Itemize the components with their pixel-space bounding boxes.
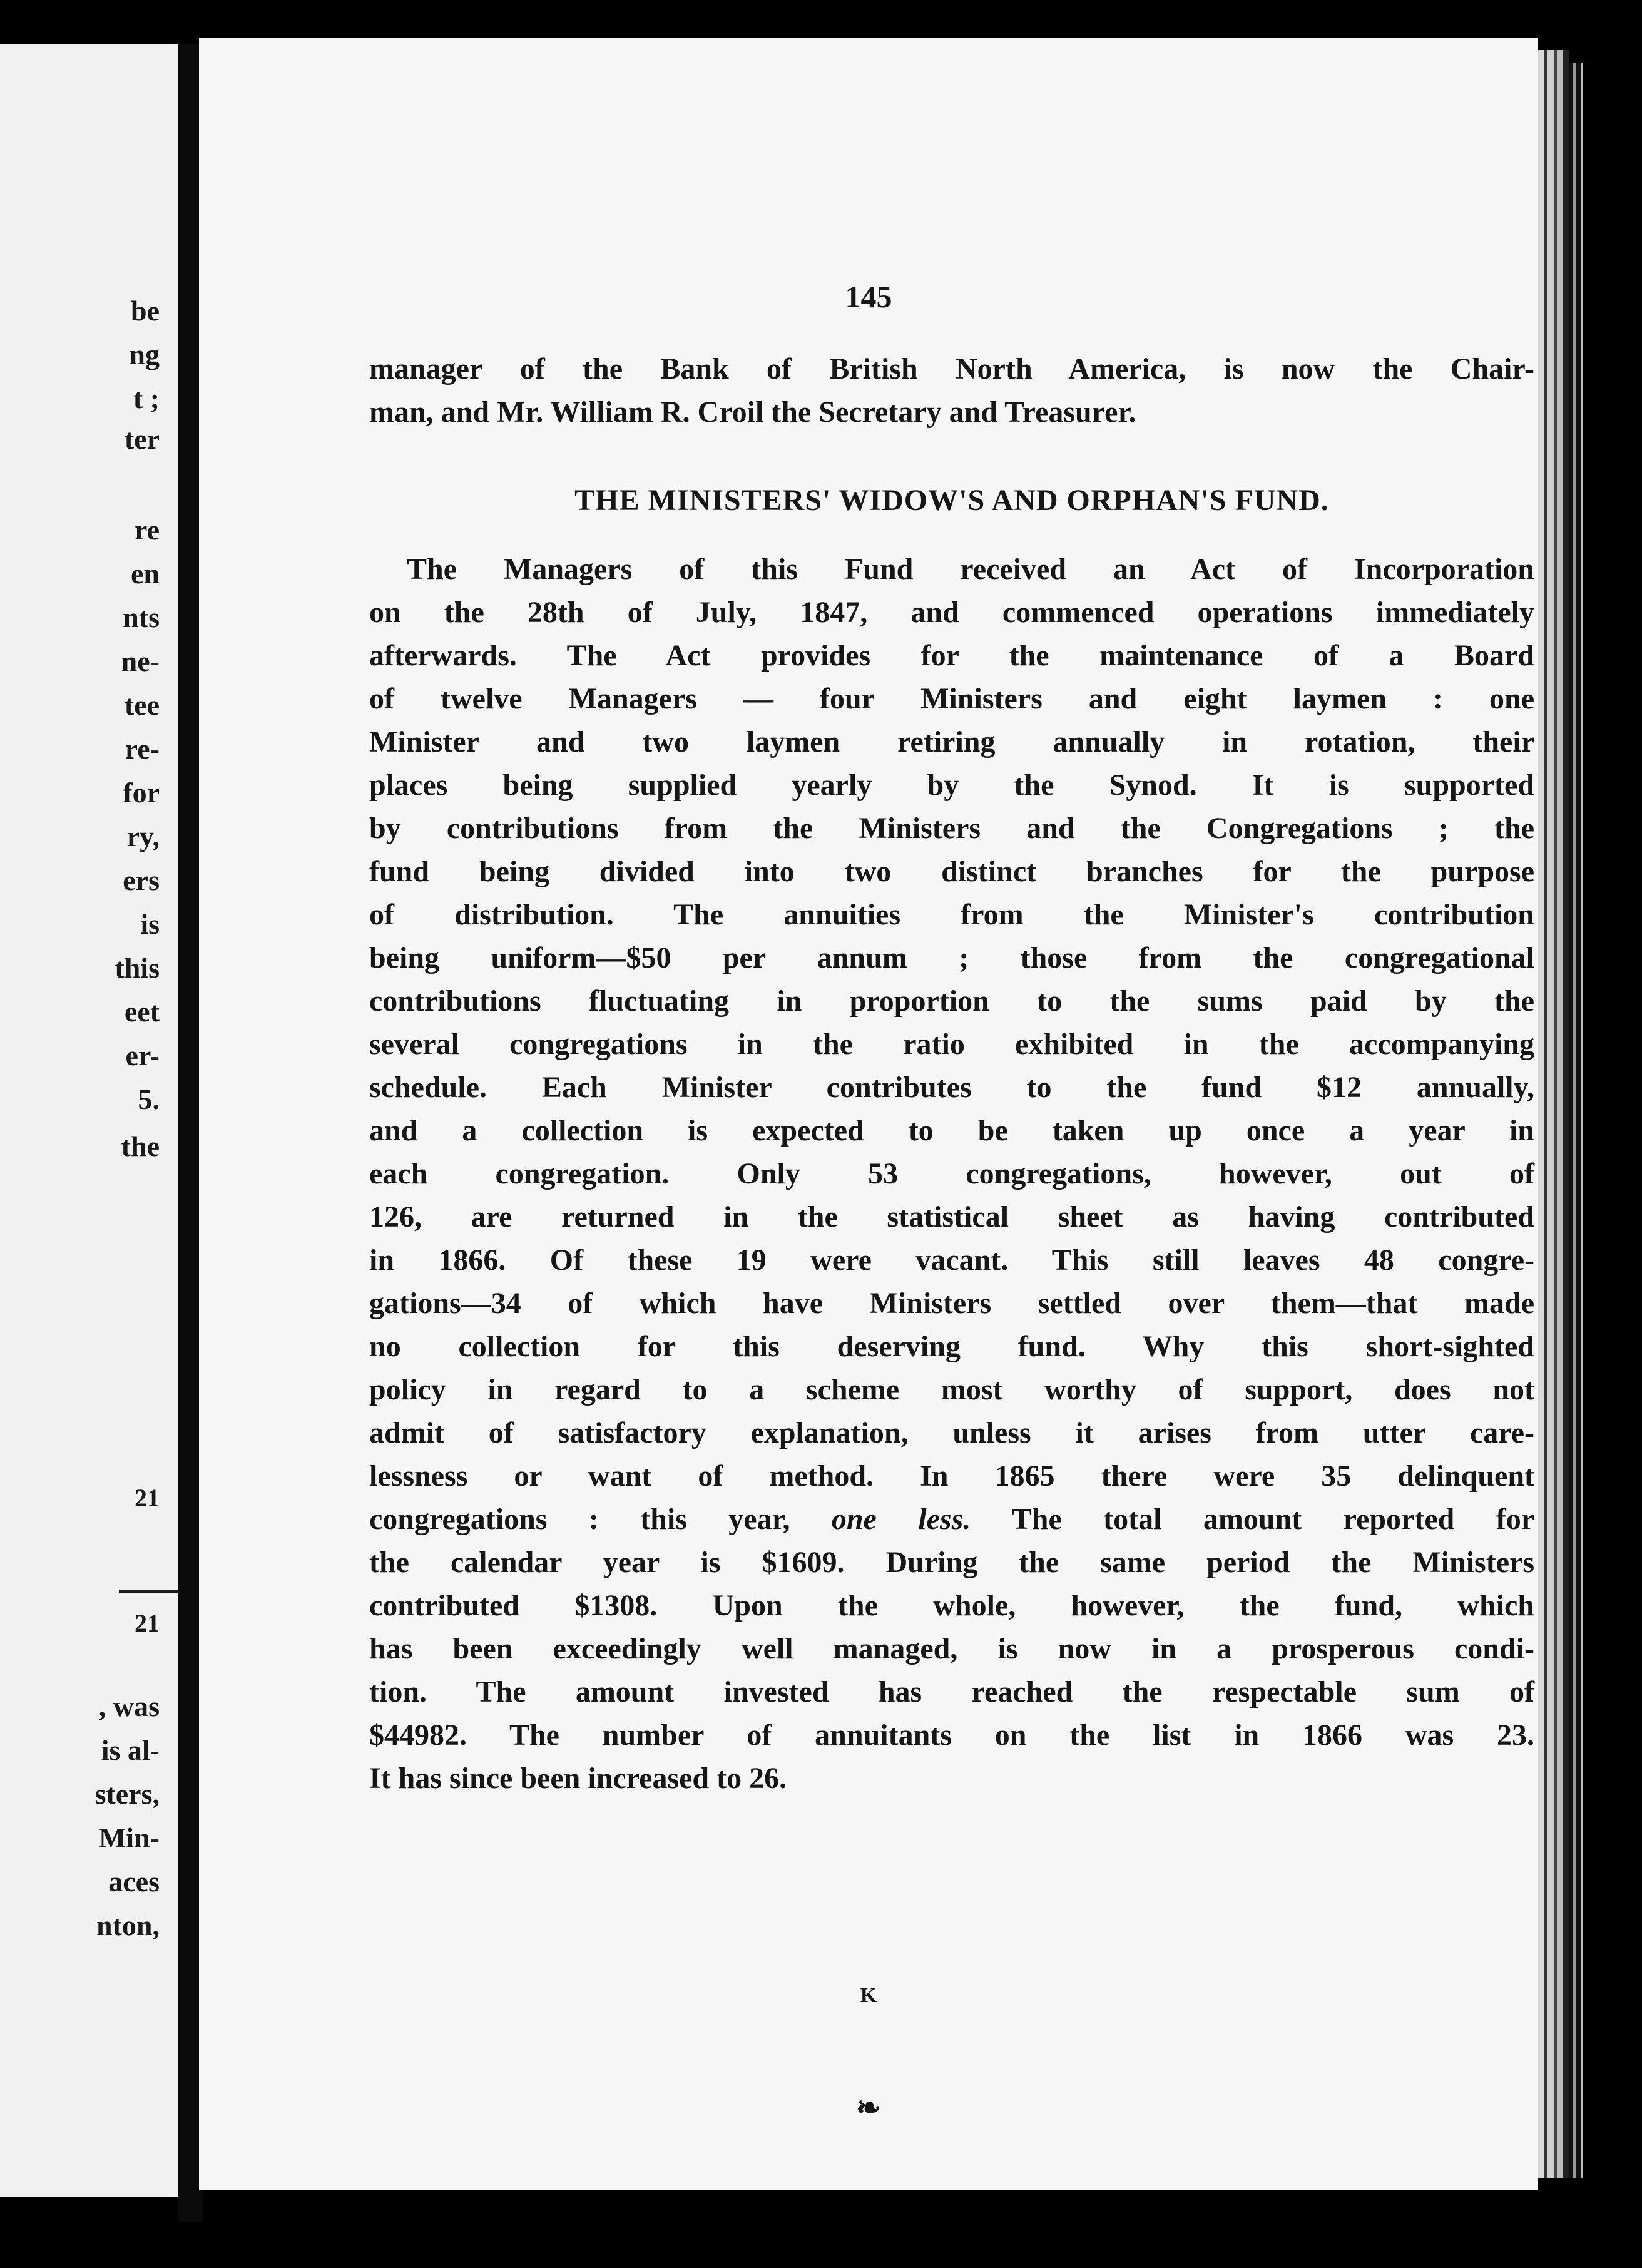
- text-line: [369, 1498, 1534, 1541]
- left-fragment: Min-: [98, 1822, 160, 1854]
- left-fragment: aces: [108, 1866, 160, 1898]
- text-line: man, and Mr. William R. Croil the Secretary and Treasurer.: [369, 396, 1136, 429]
- left-fragment: is: [140, 908, 160, 940]
- text-line: no collection for this deserving fund. Why this short-sighted: [369, 1330, 1534, 1363]
- left-fragment: tee: [124, 689, 160, 721]
- left-fragment: ers: [123, 864, 160, 896]
- page-edges: [1538, 50, 1569, 2178]
- left-fragment: er-: [125, 1040, 160, 1071]
- left-fragment: for: [123, 777, 160, 809]
- text-line: on the 28th of July, 1847, and commenced operations immediately: [369, 596, 1534, 629]
- text-line: by contributions from the Ministers and the Congregations ; the: [369, 812, 1534, 845]
- left-fragment: re-: [125, 733, 160, 765]
- text-line: has been exceedingly well managed, is now in a prosperous condi-: [369, 1632, 1534, 1665]
- text-line: tion. The amount invested has reached the respectable sum of: [369, 1675, 1534, 1709]
- text-run: congregations : this year,: [369, 1503, 790, 1536]
- text-line: each congregation. Only 53 congregations, however, out of: [369, 1157, 1534, 1190]
- text-line: contributed $1308. Upon the whole, however, the fund, which: [369, 1589, 1534, 1622]
- left-fragment: t ;: [133, 382, 160, 414]
- text-line: in 1866. Of these 19 were vacant. This still leaves 48 congre-: [369, 1244, 1534, 1277]
- intro-paragraph: [369, 347, 1534, 434]
- left-fragment: re: [134, 514, 160, 546]
- left-fragment: ng: [129, 339, 160, 370]
- text-line: schedule. Each Minister contributes to the fund $12 annually,: [369, 1071, 1534, 1104]
- left-fragment: is al-: [101, 1734, 160, 1766]
- text-line: several congregations in the ratio exhibited in the accompanying: [369, 1028, 1534, 1061]
- left-fragment: sters,: [94, 1778, 160, 1810]
- text-line: the calendar year is $1609. During the same period the Ministers: [369, 1546, 1534, 1579]
- book-page: [199, 38, 1538, 2190]
- left-fragment: ry,: [126, 820, 160, 852]
- left-fragment: 21: [135, 1484, 160, 1512]
- text-line: admit of satisfactory explanation, unless it arises from utter care-: [369, 1416, 1534, 1449]
- text-line: places being supplied yearly by the Synod. It is supported: [369, 769, 1534, 802]
- text-run: The total amount reported for: [1011, 1503, 1534, 1536]
- text-line: of distribution. The annuities from the Minister's contribution: [369, 898, 1534, 931]
- italic-phrase: one less.: [831, 1503, 971, 1536]
- body-paragraph: [369, 548, 1534, 1800]
- left-fragment: this: [115, 952, 160, 984]
- signature-mark: K: [860, 1984, 877, 2007]
- text-line: lessness or want of method. In 1865 there were 35 delinquent: [369, 1459, 1534, 1493]
- left-fragment: nts: [123, 601, 160, 633]
- left-fragment: be: [131, 295, 160, 327]
- text-line: manager of the Bank of British North America, is now the Chair-: [369, 352, 1534, 386]
- text-line: fund being divided into two distinct branches for the purpose: [369, 855, 1534, 888]
- previous-page-fragment: [0, 44, 178, 2197]
- left-fragment: nton,: [96, 1909, 160, 1941]
- text-line: The Managers of this Fund received an Act of Incorporation: [407, 553, 1534, 586]
- text-line: being uniform—$50 per annum ; those from the congregational: [369, 941, 1534, 974]
- left-fragment: ne-: [121, 645, 160, 677]
- text-line: policy in regard to a scheme most worthy of support, does not: [369, 1373, 1534, 1406]
- left-fragment: 5.: [138, 1083, 160, 1115]
- text-line: 126, are returned in the statistical sheet as having contributed: [369, 1200, 1534, 1234]
- left-fragment: 21: [135, 1609, 160, 1637]
- page-number: 145: [845, 279, 892, 314]
- left-fragment: the: [121, 1130, 160, 1162]
- text-line: contributions fluctuating in proportion to the sums paid by the: [369, 984, 1534, 1018]
- section-heading: THE MINISTERS' WIDOW'S AND ORPHAN'S FUND.: [574, 484, 1329, 517]
- left-fragment: ter: [124, 423, 160, 455]
- left-fragment: eet: [124, 996, 160, 1028]
- text-line: $44982. The number of annuitants on the list in 1866 was 23.: [369, 1719, 1534, 1752]
- text-line: afterwards. The Act provides for the maintenance of a Board: [369, 639, 1534, 672]
- left-rule: [119, 1590, 178, 1593]
- text-line: and a collection is expected to be taken up once a year in: [369, 1114, 1534, 1147]
- left-fragment: en: [131, 558, 160, 590]
- text-line: It has since been increased to 26.: [369, 1762, 787, 1795]
- text-line: of twelve Managers — four Ministers and eight laymen : one: [369, 682, 1534, 715]
- text-line: gations—34 of which have Ministers settled over them—that made: [369, 1287, 1534, 1320]
- text-line: Minister and two laymen retiring annually in rotation, their: [369, 725, 1534, 759]
- ornament: ❧: [855, 2092, 882, 2125]
- left-fragment: , was: [98, 1690, 160, 1722]
- page-edges-outer: [1569, 63, 1588, 2178]
